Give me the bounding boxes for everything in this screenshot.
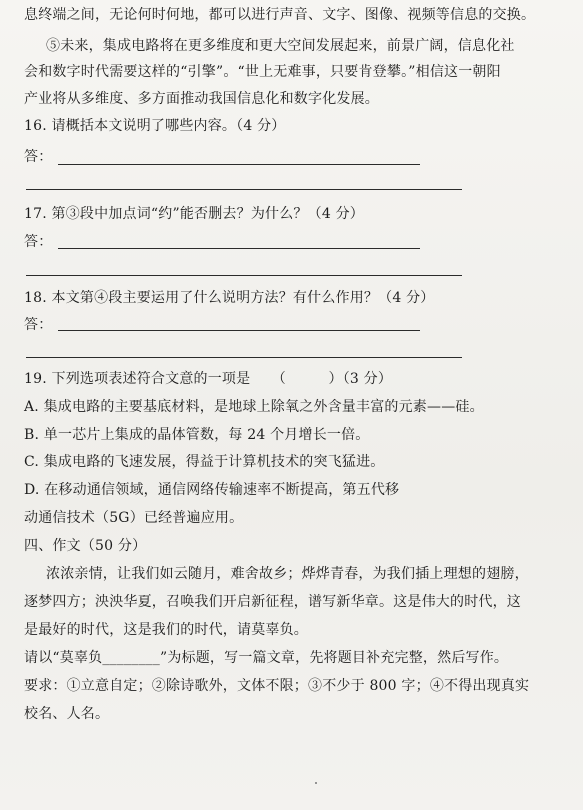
answer-line[interactable]: [26, 357, 462, 358]
answer-line[interactable]: [58, 330, 420, 331]
answer-label: 答：: [24, 234, 53, 250]
question-18: 18. 本文第④段主要运用了什么说明方法？有什么作用？（4 分）: [24, 290, 435, 306]
passage-line: 息终端之间，无论何时何地，都可以进行声音、文字、图像、视频等信息的交换。: [24, 7, 536, 23]
option-c: C. 集成电路的飞速发展，得益于计算机技术的突飞猛进。: [24, 454, 385, 470]
passage-line: 会和数字时代需要这样的“引擎”。“世上无难事，只要肯登攀。”相信这一朝阳: [24, 64, 501, 80]
prompt-line: 逐梦四方；泱泱华夏，召唤我们开启新征程，谱写新华章。这是伟大的时代，这: [24, 594, 521, 610]
passage-line: ⑤未来，集成电路将在更多维度和更大空间发展起来，前景广阔，信息化社: [46, 38, 515, 54]
prompt-line: 是最好的时代，这是我们的时代，请莫辜负。: [24, 622, 308, 638]
requirement-line: 校名、人名。: [24, 706, 110, 722]
option-d: D. 在移动通信领域，通信网络传输速率不断提高，第五代移: [24, 482, 400, 498]
passage-line: 产业将从多维度、多方面推动我国信息化和数字化发展。: [24, 91, 379, 107]
section-heading: 四、作文（50 分）: [24, 538, 147, 554]
answer-line[interactable]: [58, 164, 420, 165]
option-a: A. 集成电路的主要基底材料，是地球上除氧之外含量丰富的元素——硅。: [24, 399, 484, 415]
question-16: 16. 请概括本文说明了哪些内容。（4 分）: [24, 118, 286, 134]
prompt-line: 浓浓亲情，让我们如云随月，难舍故乡；烨烨青春，为我们插上理想的翅膀，: [46, 566, 529, 582]
question-19: 19. 下列选项表述符合文意的一项是 （ ）（3 分）: [24, 371, 393, 387]
answer-label: 答：: [24, 317, 53, 333]
answer-line[interactable]: [26, 275, 462, 276]
option-b: B. 单一芯片上集成的晶体管数，每 24 个月增长一倍。: [24, 427, 370, 443]
writing-instruction: 请以“莫辜负________”为标题，写一篇文章，先将题目补充完整，然后写作。: [24, 650, 509, 666]
answer-line[interactable]: [58, 248, 420, 249]
requirement-line: 要求：①立意自定；②除诗歌外，文体不限；③不少于 800 字；④不得出现真实: [24, 678, 530, 694]
answer-label: 答：: [24, 149, 53, 165]
option-d-continued: 动通信技术（5G）已经普遍应用。: [24, 510, 244, 526]
scan-speck: [315, 782, 317, 784]
question-17: 17. 第③段中加点词“约”能否删去？为什么？（4 分）: [24, 206, 364, 222]
answer-line[interactable]: [26, 189, 462, 190]
